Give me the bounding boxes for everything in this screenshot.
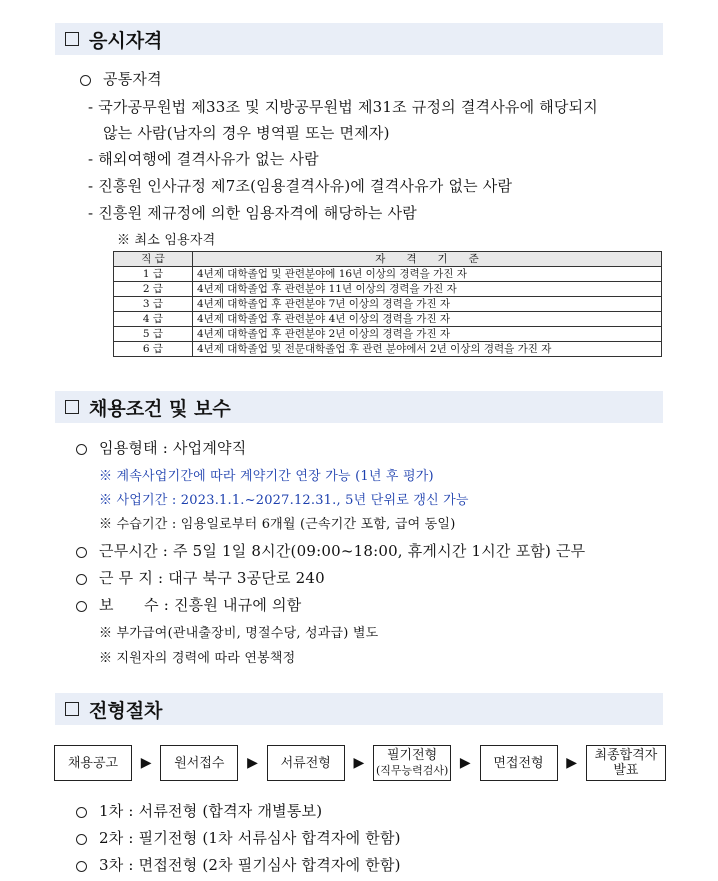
grade-cell: 6 급	[114, 342, 193, 357]
step-sublabel: 발표	[613, 763, 639, 778]
section-title: 채용조건 및 보수	[89, 397, 231, 420]
probation-note: ※ 수습기간 : 임용일로부터 6개월 (근속기간 포함, 급여 동일)	[99, 517, 456, 532]
table-row	[114, 282, 662, 297]
procedure-flow	[54, 742, 666, 784]
arrow-right-icon: ▶	[459, 755, 471, 771]
circle-bullet-icon	[76, 601, 87, 612]
criteria-cell: 4년제 대학졸업 후 관련분야 4년 이상의 경력을 가진 자	[193, 312, 662, 327]
step-box: 서류전형	[267, 745, 345, 781]
grade-cell: 1 급	[114, 267, 193, 282]
step-box: 면접전형	[480, 745, 558, 781]
step-label: 최종합격자	[594, 748, 658, 763]
common-qualification: 공통자격	[80, 68, 162, 89]
round-3: 3차 : 면접전형 (2차 필기심사 합격자에 한함)	[76, 854, 401, 875]
project-period-note: ※ 사업기간 : 2023.1.1.~2027.12.31., 5년 단위로 갱신 가능	[99, 493, 469, 508]
criteria-cell: 4년제 대학졸업 후 관련분야 2년 이상의 경력을 가진 자	[193, 327, 662, 342]
grade-cell: 2 급	[114, 282, 193, 297]
arrow-right-icon: ▶	[247, 755, 258, 771]
qualification-item: - 진흥원 제규정에 의한 임용자격에 해당하는 사람	[88, 204, 417, 222]
circle-bullet-icon	[76, 444, 87, 455]
grade-cell: 3 급	[114, 297, 193, 312]
employment-type: 임용형태 : 사업계약직	[76, 437, 246, 458]
step-label: 필기전형	[387, 748, 438, 763]
step-sublabel: (직무능력검사)	[375, 764, 449, 777]
arrow-right-icon: ▶	[140, 755, 152, 771]
qualification-item: - 해외여행에 결격사유가 없는 사람	[88, 150, 319, 168]
checkbox-square-icon	[65, 32, 79, 46]
section-header-qualification	[55, 23, 663, 55]
arrow-right-icon: ▶	[566, 755, 578, 771]
section-header-procedure	[55, 693, 663, 725]
min-qualification-note: ※ 최소 임용자격	[117, 233, 216, 248]
step-box: 원서접수	[160, 745, 238, 781]
checkbox-square-icon	[65, 400, 79, 414]
section-header-conditions	[55, 391, 663, 423]
working-hours: 근무시간 : 주 5일 1일 8시간(09:00~18:00, 휴게시간 1시간 포함) 근무	[76, 540, 585, 561]
criteria-cell: 4년제 대학졸업 및 관련분야에 16년 이상의 경력을 가진 자	[193, 267, 662, 282]
table-row	[114, 312, 662, 327]
allowance-note: ※ 부가급여(관내출장비, 명절수당, 성과급) 별도	[99, 626, 379, 641]
round-2: 2차 : 필기전형 (1차 서류심사 합격자에 한함)	[76, 827, 401, 848]
circle-bullet-icon	[76, 574, 87, 585]
qualification-table	[113, 251, 662, 357]
step-box-written	[373, 745, 451, 781]
step-box-final	[586, 745, 666, 781]
criteria-cell: 4년제 대학졸업 후 관련분야 11년 이상의 경력을 가진 자	[193, 282, 662, 297]
arrow-right-icon: ▶	[353, 755, 365, 771]
circle-bullet-icon	[76, 807, 87, 818]
table-row	[114, 297, 662, 312]
circle-bullet-icon	[76, 861, 87, 872]
qualification-item: 않는 사람(남자의 경우 병역필 또는 면제자)	[103, 124, 390, 142]
table-row	[114, 267, 662, 282]
salary-note: ※ 지원자의 경력에 따라 연봉책정	[99, 651, 296, 666]
column-header: 직 급	[114, 252, 193, 267]
work-location: 근 무 지 : 대구 북구 3공단로 240	[76, 567, 325, 588]
section-title: 응시자격	[89, 29, 163, 52]
section-title: 전형절차	[89, 699, 163, 722]
table-header-row	[114, 252, 662, 267]
checkbox-square-icon	[65, 702, 79, 716]
column-header: 자 격 기 준	[193, 252, 662, 267]
criteria-cell: 4년제 대학졸업 및 전문대학졸업 후 관련 분야에서 2년 이상의 경력을 가진 자	[193, 342, 662, 357]
pay: 보 수 : 진흥원 내규에 의함	[76, 594, 301, 615]
table-row	[114, 327, 662, 342]
criteria-cell: 4년제 대학졸업 후 관련분야 7년 이상의 경력을 가진 자	[193, 297, 662, 312]
circle-bullet-icon	[76, 834, 87, 845]
circle-bullet-icon	[76, 547, 87, 558]
table-row	[114, 342, 662, 357]
round-1: 1차 : 서류전형 (합격자 개별통보)	[76, 800, 322, 821]
grade-cell: 5 급	[114, 327, 193, 342]
step-box: 채용공고	[54, 745, 132, 781]
grade-cell: 4 급	[114, 312, 193, 327]
circle-bullet-icon	[80, 75, 91, 86]
qualification-item: - 진흥원 인사규정 제7조(임용결격사유)에 결격사유가 없는 사람	[88, 177, 513, 195]
qualification-item: - 국가공무원법 제33조 및 지방공무원법 제31조 규정의 결격사유에 해당되지	[88, 98, 598, 116]
contract-note: ※ 계속사업기간에 따라 계약기간 연장 가능 (1년 후 평가)	[99, 469, 434, 484]
